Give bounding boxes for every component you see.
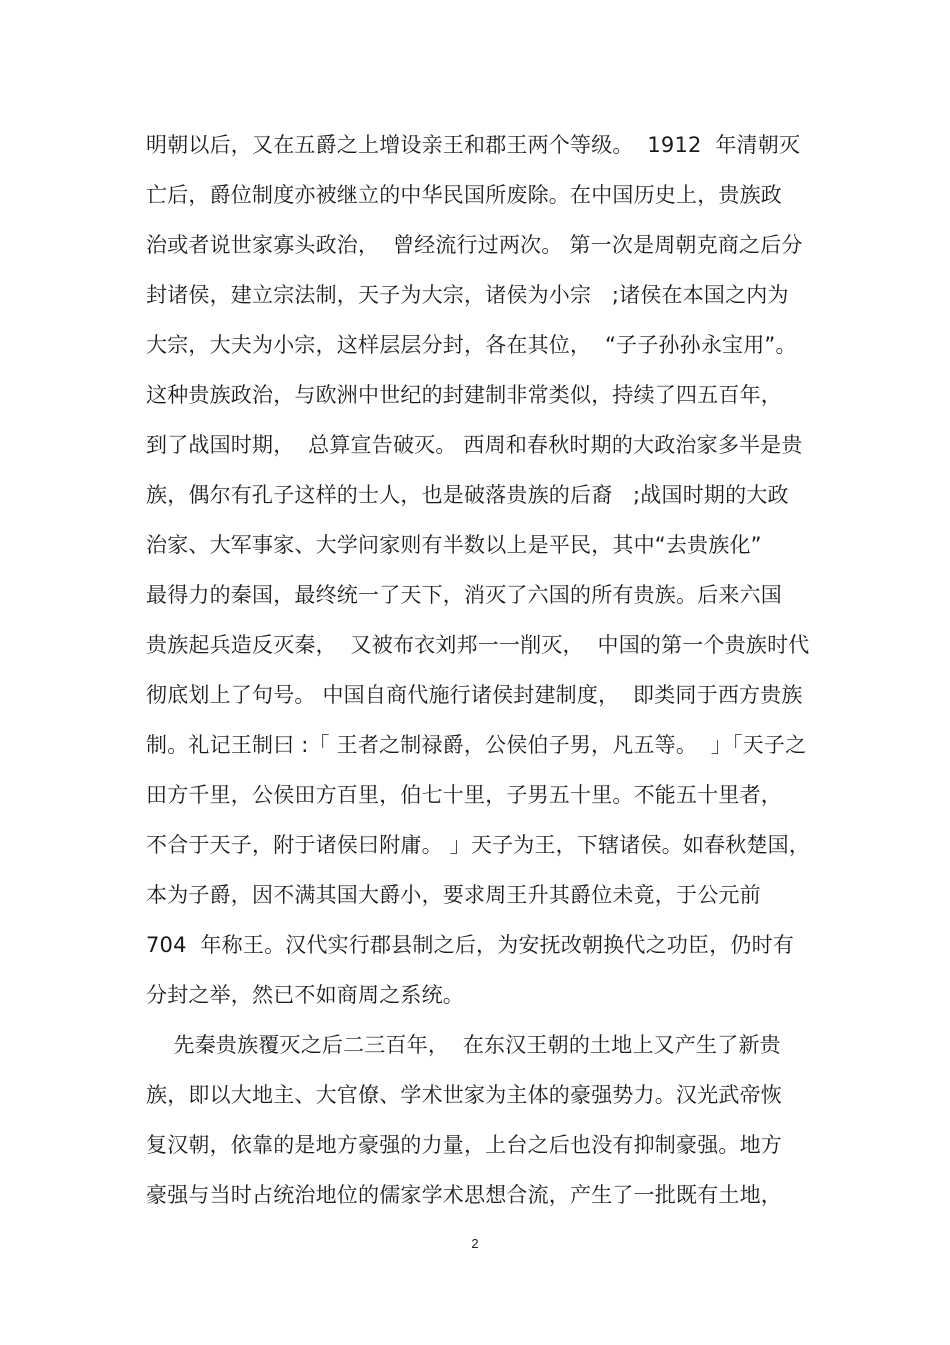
text-line-12: 彻底划上了句号。 中国自商代施行诸侯封建制度， 即类同于西方贵族 — [146, 683, 803, 707]
page-number: 2 — [471, 1236, 479, 1251]
text-line-8: 族，偶尔有孔子这样的士人，也是破落贵族的后裔 ;战国时期的大政 — [146, 483, 789, 507]
text-line-2: 亡后，爵位制度亦被继立的中华民国所废除。在中国历史上，贵族政 — [146, 183, 782, 207]
text-line-16: 本为子爵，因不满其国大爵小，要求周王升其爵位未竟，于公元前 — [146, 883, 761, 907]
text-line-9: 治家、大军事家、大学问家则有半数以上是平民，其中“去贵族化” — [146, 533, 762, 557]
text-line-18: 分封之举，然已不如商周之系统。 — [146, 983, 464, 1007]
text-line-14: 田方千里，公侯田方百里，伯七十里，子男五十里。不能五十里者， — [146, 783, 782, 807]
text-line-20: 族，即以大地主、大官僚、学术世家为主体的豪强势力。汉光武帝恢 — [146, 1083, 782, 1107]
text-line-3: 治或者说世家寡头政治， 曾经流行过两次。 第一次是周朝克商之后分 — [146, 233, 803, 257]
text-line-4: 封诸侯，建立宗法制，天子为大宗，诸侯为小宗 ;诸侯在本国之内为 — [146, 283, 789, 307]
text-line-1: 明朝以后，又在五爵之上增设亲王和郡王两个等级。 1912 年清朝灭 — [146, 133, 801, 157]
text-line-6: 这种贵族政治，与欧洲中世纪的封建制非常类似，持续了四五百年， — [146, 383, 782, 407]
text-line-11: 贵族起兵造反灭秦， 又被布衣刘邦一一削灭， 中国的第一个贵族时代 — [146, 633, 810, 657]
text-line-21: 复汉朝，依靠的是地方豪强的力量，上台之后也没有抑制豪强。地方 — [146, 1133, 782, 1157]
text-line-13: 制。礼记王制曰 :「 王者之制禄爵，公侯伯子男，凡五等。 」「天子之 — [146, 733, 807, 757]
text-line-7: 到了战国时期， 总算宣告破灭。 西周和春秋时期的大政治家多半是贵 — [146, 433, 803, 457]
text-line-5: 大宗，大夫为小宗，这样层层分封，各在其位， “子子孙孙永宝用”。 — [146, 333, 797, 357]
text-line-22: 豪强与当时占统治地位的儒家学术思想合流，产生了一批既有土地， — [146, 1183, 782, 1207]
body-text — [146, 126, 826, 1226]
text-line-17: 704 年称王。汉代实行郡县制之后，为安抚改朝换代之功臣，仍时有 — [146, 933, 795, 957]
text-line-19: 先秦贵族覆灭之后二三百年， 在东汉王朝的土地上又产生了新贵 — [146, 1033, 781, 1057]
text-line-15: 不合于天子，附于诸侯曰附庸。 」天子为王，下辖诸侯。如春秋楚国， — [146, 833, 811, 857]
text-line-10: 最得力的秦国，最终统一了天下，消灭了六国的所有贵族。后来六国 — [146, 583, 782, 607]
